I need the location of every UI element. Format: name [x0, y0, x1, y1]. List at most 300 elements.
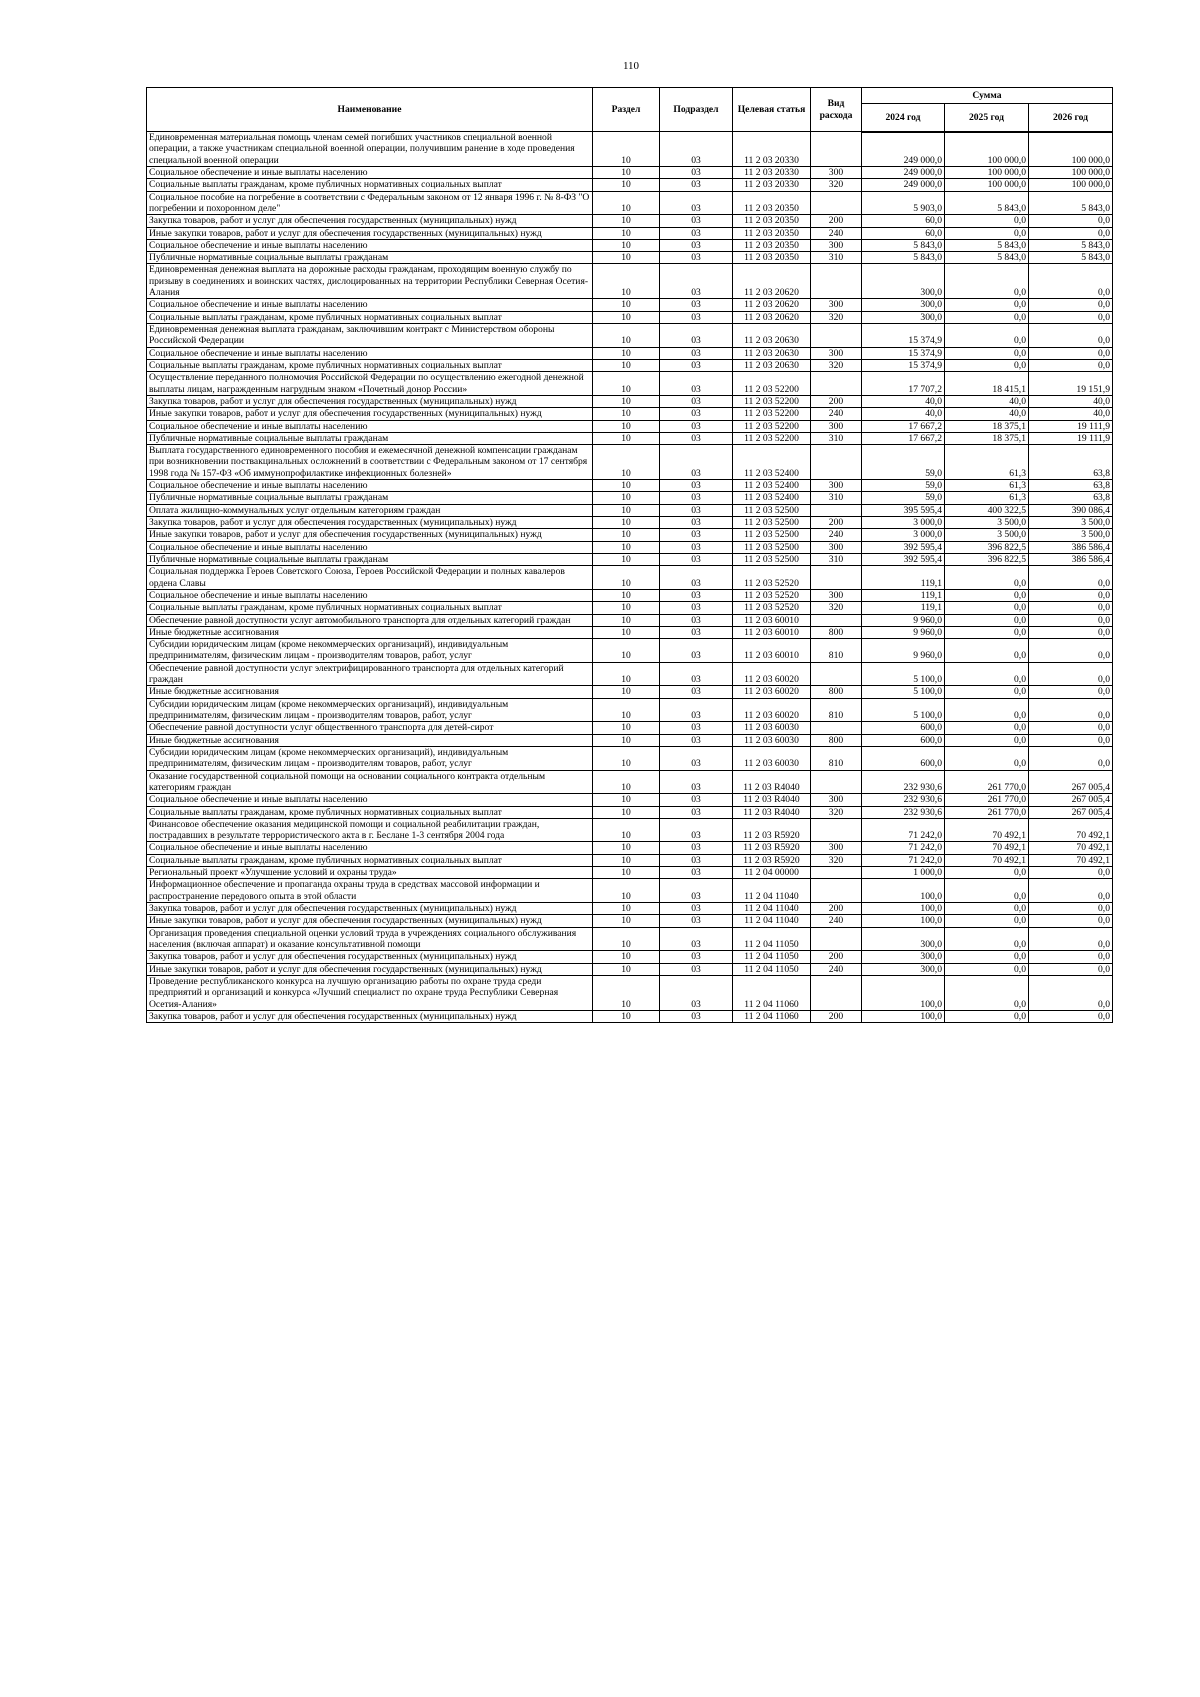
row-name: Социальное обеспечение и иные выплаты населению: [147, 589, 593, 601]
row-expense-type: 240: [811, 963, 862, 975]
row-target-article: 11 2 03 20630: [733, 347, 811, 359]
table-row: [147, 734, 1113, 746]
row-subsection: 03: [660, 299, 733, 311]
row-name: Иные бюджетные ассигнования: [147, 686, 593, 698]
row-amount-2025: 61,3: [945, 480, 1029, 492]
row-amount-2024: 300,0: [862, 264, 945, 299]
row-amount-2024: 71 242,0: [862, 854, 945, 866]
row-expense-type: [811, 372, 862, 396]
row-amount-2025: 0,0: [945, 975, 1029, 1010]
table-row: [147, 879, 1113, 903]
row-name: Оплата жилищно-коммунальных услуг отдельным категориям граждан: [147, 504, 593, 516]
row-amount-2025: 5 843,0: [945, 239, 1029, 251]
row-expense-type: 320: [811, 311, 862, 323]
row-expense-type: 810: [811, 746, 862, 770]
table-row: [147, 517, 1113, 529]
row-expense-type: [811, 264, 862, 299]
row-name: Социальное обеспечение и иные выплаты населению: [147, 239, 593, 251]
row-name: Социальное обеспечение и иные выплаты населению: [147, 166, 593, 178]
table-row: [147, 264, 1113, 299]
table-row: [147, 359, 1113, 371]
row-target-article: 11 2 03 R5920: [733, 854, 811, 866]
row-expense-type: [811, 504, 862, 516]
row-section: 10: [593, 854, 660, 866]
row-amount-2024: 392 595,4: [862, 541, 945, 553]
row-amount-2025: 61,3: [945, 445, 1029, 480]
row-expense-type: [811, 614, 862, 626]
header-target-article: Целевая статья: [733, 88, 811, 132]
row-subsection: 03: [660, 445, 733, 480]
row-amount-2026: 0,0: [1029, 299, 1113, 311]
row-name: Осуществление переданного полномочия Российской Федерации по осуществлению ежегодной денежной выплаты лицам, награжденным нагрудным знаком «Почетный донор России»: [147, 372, 593, 396]
row-target-article: 11 2 03 60010: [733, 639, 811, 663]
row-amount-2025: 0,0: [945, 662, 1029, 686]
row-subsection: 03: [660, 324, 733, 348]
row-target-article: 11 2 03 52400: [733, 445, 811, 480]
row-amount-2026: 0,0: [1029, 602, 1113, 614]
row-amount-2024: 60,0: [862, 227, 945, 239]
table-body: [147, 132, 1113, 1023]
row-section: 10: [593, 867, 660, 879]
row-subsection: 03: [660, 252, 733, 264]
row-expense-type: [811, 191, 862, 215]
row-target-article: 11 2 03 52400: [733, 492, 811, 504]
row-section: 10: [593, 311, 660, 323]
row-section: 10: [593, 420, 660, 432]
row-amount-2026: 386 586,4: [1029, 541, 1113, 553]
row-section: 10: [593, 842, 660, 854]
row-amount-2025: 40,0: [945, 395, 1029, 407]
row-name: Единовременная денежная выплата на дорожные расходы гражданам, проходящим военную службу по призыву в соединениях и воинских частях, дислоцированных на территории Республики Северная Осетия-Алания: [147, 264, 593, 299]
row-name: Социальное обеспечение и иные выплаты населению: [147, 347, 593, 359]
row-amount-2026: 0,0: [1029, 347, 1113, 359]
row-section: 10: [593, 927, 660, 951]
row-expense-type: 800: [811, 686, 862, 698]
row-subsection: 03: [660, 492, 733, 504]
row-subsection: 03: [660, 626, 733, 638]
row-amount-2024: 40,0: [862, 408, 945, 420]
row-amount-2025: 18 375,1: [945, 432, 1029, 444]
row-section: 10: [593, 529, 660, 541]
row-amount-2025: 0,0: [945, 359, 1029, 371]
row-name: Иные бюджетные ассигнования: [147, 626, 593, 638]
row-target-article: 11 2 04 11050: [733, 927, 811, 951]
table-row: [147, 480, 1113, 492]
row-amount-2025: 70 492,1: [945, 818, 1029, 842]
row-expense-type: 200: [811, 903, 862, 915]
row-amount-2025: 0,0: [945, 566, 1029, 590]
row-name: Закупка товаров, работ и услуг для обеспечения государственных (муниципальных) нужд: [147, 951, 593, 963]
row-section: 10: [593, 975, 660, 1010]
row-amount-2026: 19 111,9: [1029, 420, 1113, 432]
row-section: 10: [593, 480, 660, 492]
row-amount-2026: 0,0: [1029, 722, 1113, 734]
row-subsection: 03: [660, 927, 733, 951]
row-amount-2024: 9 960,0: [862, 614, 945, 626]
table-row: [147, 492, 1113, 504]
row-amount-2024: 100,0: [862, 915, 945, 927]
row-subsection: 03: [660, 311, 733, 323]
row-section: 10: [593, 951, 660, 963]
row-section: 10: [593, 191, 660, 215]
row-target-article: 11 2 04 11040: [733, 879, 811, 903]
row-name: Иные закупки товаров, работ и услуг для обеспечения государственных (муниципальных) нужд: [147, 227, 593, 239]
row-amount-2024: 300,0: [862, 311, 945, 323]
row-expense-type: [811, 975, 862, 1010]
row-amount-2025: 0,0: [945, 746, 1029, 770]
row-amount-2024: 600,0: [862, 722, 945, 734]
row-subsection: 03: [660, 806, 733, 818]
table-row: [147, 602, 1113, 614]
row-amount-2024: 300,0: [862, 299, 945, 311]
row-amount-2024: 71 242,0: [862, 818, 945, 842]
row-section: 10: [593, 806, 660, 818]
row-target-article: 11 2 04 11060: [733, 1010, 811, 1022]
row-amount-2026: 0,0: [1029, 927, 1113, 951]
row-target-article: 11 2 03 20620: [733, 299, 811, 311]
row-expense-type: [811, 722, 862, 734]
row-expense-type: 200: [811, 1010, 862, 1022]
row-name: Финансовое обеспечение оказания медицинской помощи и социальной реабилитации граждан, пострадавших в результате террористического акта в г. Беслане 1-3 сентября 2004 года: [147, 818, 593, 842]
row-amount-2025: 261 770,0: [945, 770, 1029, 794]
row-expense-type: 810: [811, 639, 862, 663]
row-amount-2024: 3 000,0: [862, 529, 945, 541]
table-row: [147, 639, 1113, 663]
row-amount-2026: 5 843,0: [1029, 191, 1113, 215]
row-amount-2026: 0,0: [1029, 915, 1113, 927]
row-amount-2024: 600,0: [862, 746, 945, 770]
row-amount-2025: 0,0: [945, 686, 1029, 698]
table-row: [147, 215, 1113, 227]
row-target-article: 11 2 03 20330: [733, 179, 811, 191]
row-subsection: 03: [660, 347, 733, 359]
header-subsection: Подраздел: [660, 88, 733, 132]
row-target-article: 11 2 03 52500: [733, 529, 811, 541]
row-amount-2026: 0,0: [1029, 264, 1113, 299]
row-name: Социальное обеспечение и иные выплаты населению: [147, 299, 593, 311]
row-amount-2024: 300,0: [862, 963, 945, 975]
row-name: Закупка товаров, работ и услуг для обеспечения государственных (муниципальных) нужд: [147, 1010, 593, 1022]
table-row: [147, 867, 1113, 879]
row-target-article: 11 2 03 52520: [733, 566, 811, 590]
row-target-article: 11 2 03 20350: [733, 215, 811, 227]
row-subsection: 03: [660, 359, 733, 371]
row-section: 10: [593, 818, 660, 842]
row-amount-2025: 0,0: [945, 698, 1029, 722]
row-amount-2025: 0,0: [945, 722, 1029, 734]
table-row: [147, 770, 1113, 794]
row-section: 10: [593, 915, 660, 927]
row-expense-type: [811, 445, 862, 480]
row-section: 10: [593, 372, 660, 396]
row-name: Иные бюджетные ассигнования: [147, 734, 593, 746]
header-section: Раздел: [593, 88, 660, 132]
row-amount-2025: 0,0: [945, 903, 1029, 915]
row-target-article: 11 2 03 20350: [733, 239, 811, 251]
row-target-article: 11 2 03 20620: [733, 264, 811, 299]
row-amount-2026: 70 492,1: [1029, 818, 1113, 842]
row-target-article: 11 2 03 20350: [733, 191, 811, 215]
row-section: 10: [593, 132, 660, 167]
row-name: Закупка товаров, работ и услуг для обеспечения государственных (муниципальных) нужд: [147, 903, 593, 915]
row-expense-type: [811, 867, 862, 879]
row-subsection: 03: [660, 602, 733, 614]
row-name: Субсидии юридическим лицам (кроме некоммерческих организаций), индивидуальным предпринимателям, физическим лицам - производителям товаров, работ, услуг: [147, 746, 593, 770]
row-subsection: 03: [660, 734, 733, 746]
row-target-article: 11 2 03 R5920: [733, 818, 811, 842]
row-amount-2026: 0,0: [1029, 734, 1113, 746]
table-row: [147, 975, 1113, 1010]
row-subsection: 03: [660, 179, 733, 191]
row-name: Социальные выплаты гражданам, кроме публичных нормативных социальных выплат: [147, 311, 593, 323]
row-expense-type: 320: [811, 179, 862, 191]
row-target-article: 11 2 03 60030: [733, 722, 811, 734]
header-sum: Сумма: [862, 88, 1113, 104]
row-amount-2026: 63,8: [1029, 445, 1113, 480]
row-amount-2025: 5 843,0: [945, 252, 1029, 264]
row-amount-2024: 59,0: [862, 480, 945, 492]
row-target-article: 11 2 03 60020: [733, 662, 811, 686]
row-subsection: 03: [660, 395, 733, 407]
table-row: [147, 408, 1113, 420]
row-section: 10: [593, 770, 660, 794]
table-row: [147, 252, 1113, 264]
row-target-article: 11 2 03 20350: [733, 252, 811, 264]
row-section: 10: [593, 662, 660, 686]
row-name: Организация проведения специальной оценки условий труда в учреждениях социального обслуживания населения (включая аппарат) и оказание консультативной помощи: [147, 927, 593, 951]
row-subsection: 03: [660, 639, 733, 663]
row-amount-2024: 300,0: [862, 927, 945, 951]
row-amount-2025: 0,0: [945, 324, 1029, 348]
table-row: [147, 842, 1113, 854]
table-row: [147, 529, 1113, 541]
row-name: Социальное обеспечение и иные выплаты населению: [147, 541, 593, 553]
row-target-article: 11 2 03 20620: [733, 311, 811, 323]
row-amount-2024: 9 960,0: [862, 626, 945, 638]
row-section: 10: [593, 963, 660, 975]
row-name: Единовременная денежная выплата гражданам, заключившим контракт с Министерством обороны Российской Федерации: [147, 324, 593, 348]
row-section: 10: [593, 445, 660, 480]
row-amount-2024: 17 667,2: [862, 420, 945, 432]
row-name: Обеспечение равной доступности услуг общественного транспорта для детей-сирот: [147, 722, 593, 734]
row-expense-type: 300: [811, 541, 862, 553]
row-amount-2026: 0,0: [1029, 746, 1113, 770]
row-amount-2026: 40,0: [1029, 408, 1113, 420]
row-name: Субсидии юридическим лицам (кроме некоммерческих организаций), индивидуальным предпринимателям, физическим лицам - производителям товаров, работ, услуг: [147, 698, 593, 722]
header-expense-type: Вид расхода: [811, 88, 862, 132]
row-amount-2025: 400 322,5: [945, 504, 1029, 516]
row-subsection: 03: [660, 686, 733, 698]
row-amount-2024: 59,0: [862, 492, 945, 504]
row-amount-2024: 249 000,0: [862, 132, 945, 167]
row-expense-type: 300: [811, 347, 862, 359]
row-section: 10: [593, 639, 660, 663]
row-expense-type: 200: [811, 517, 862, 529]
row-name: Иные закупки товаров, работ и услуг для обеспечения государственных (муниципальных) нужд: [147, 408, 593, 420]
row-amount-2026: 0,0: [1029, 879, 1113, 903]
row-amount-2026: 0,0: [1029, 951, 1113, 963]
row-amount-2024: 71 242,0: [862, 842, 945, 854]
row-subsection: 03: [660, 264, 733, 299]
row-amount-2024: 5 100,0: [862, 662, 945, 686]
row-subsection: 03: [660, 963, 733, 975]
row-target-article: 11 2 04 11050: [733, 951, 811, 963]
row-section: 10: [593, 324, 660, 348]
row-section: 10: [593, 686, 660, 698]
row-amount-2026: 267 005,4: [1029, 806, 1113, 818]
row-expense-type: 300: [811, 299, 862, 311]
row-amount-2026: 63,8: [1029, 480, 1113, 492]
row-subsection: 03: [660, 698, 733, 722]
row-expense-type: 200: [811, 395, 862, 407]
row-name: Публичные нормативные социальные выплаты гражданам: [147, 432, 593, 444]
row-amount-2026: 40,0: [1029, 395, 1113, 407]
table-row: [147, 395, 1113, 407]
row-expense-type: [811, 879, 862, 903]
row-subsection: 03: [660, 589, 733, 601]
row-expense-type: 240: [811, 529, 862, 541]
row-section: 10: [593, 492, 660, 504]
row-expense-type: [811, 770, 862, 794]
row-section: 10: [593, 722, 660, 734]
table-row: [147, 432, 1113, 444]
row-name: Оказание государственной социальной помощи на основании социального контракта отдельным категориям граждан: [147, 770, 593, 794]
row-target-article: 11 2 03 R4040: [733, 770, 811, 794]
row-amount-2024: 100,0: [862, 879, 945, 903]
table-row: [147, 854, 1113, 866]
row-amount-2024: 249 000,0: [862, 166, 945, 178]
row-expense-type: [811, 132, 862, 167]
row-amount-2025: 18 415,1: [945, 372, 1029, 396]
row-name: Социальное обеспечение и иные выплаты населению: [147, 480, 593, 492]
row-amount-2024: 600,0: [862, 734, 945, 746]
row-target-article: 11 2 03 20330: [733, 166, 811, 178]
row-amount-2024: 17 667,2: [862, 432, 945, 444]
row-amount-2024: 17 707,2: [862, 372, 945, 396]
table-row: [147, 132, 1113, 167]
row-name: Информационное обеспечение и пропаганда охраны труда в средствах массовой информации и распространение передового опыта в этой области: [147, 879, 593, 903]
row-subsection: 03: [660, 818, 733, 842]
row-amount-2025: 0,0: [945, 602, 1029, 614]
row-section: 10: [593, 541, 660, 553]
row-target-article: 11 2 03 52500: [733, 504, 811, 516]
row-expense-type: [811, 818, 862, 842]
table-row: [147, 951, 1113, 963]
row-target-article: 11 2 04 11040: [733, 915, 811, 927]
row-amount-2024: 15 374,9: [862, 359, 945, 371]
row-amount-2024: 9 960,0: [862, 639, 945, 663]
row-expense-type: 300: [811, 480, 862, 492]
row-target-article: 11 2 03 60010: [733, 626, 811, 638]
row-target-article: 11 2 03 52400: [733, 480, 811, 492]
row-amount-2026: 0,0: [1029, 359, 1113, 371]
row-subsection: 03: [660, 529, 733, 541]
row-name: Иные закупки товаров, работ и услуг для обеспечения государственных (муниципальных) нужд: [147, 915, 593, 927]
row-expense-type: 200: [811, 951, 862, 963]
table-row: [147, 589, 1113, 601]
row-subsection: 03: [660, 614, 733, 626]
row-section: 10: [593, 239, 660, 251]
row-name: Социальные выплаты гражданам, кроме публичных нормативных социальных выплат: [147, 854, 593, 866]
row-section: 10: [593, 553, 660, 565]
row-amount-2024: 40,0: [862, 395, 945, 407]
row-expense-type: 800: [811, 734, 862, 746]
budget-table: [146, 87, 1113, 1023]
row-target-article: 11 2 03 52200: [733, 420, 811, 432]
row-section: 10: [593, 166, 660, 178]
row-subsection: 03: [660, 517, 733, 529]
row-amount-2025: 5 843,0: [945, 191, 1029, 215]
row-amount-2025: 0,0: [945, 299, 1029, 311]
row-target-article: 11 2 03 R4040: [733, 806, 811, 818]
row-expense-type: 320: [811, 854, 862, 866]
row-expense-type: [811, 324, 862, 348]
row-expense-type: 320: [811, 806, 862, 818]
row-amount-2026: 0,0: [1029, 589, 1113, 601]
row-amount-2026: 0,0: [1029, 227, 1113, 239]
header-name: Наименование: [147, 88, 593, 132]
table-row: [147, 553, 1113, 565]
row-expense-type: 300: [811, 794, 862, 806]
table-row: [147, 963, 1113, 975]
table-row: [147, 324, 1113, 348]
row-subsection: 03: [660, 951, 733, 963]
row-name: Региональный проект «Улучшение условий и охраны труда»: [147, 867, 593, 879]
row-subsection: 03: [660, 420, 733, 432]
row-amount-2026: 0,0: [1029, 662, 1113, 686]
row-amount-2024: 119,1: [862, 566, 945, 590]
row-target-article: 11 2 03 60030: [733, 734, 811, 746]
row-amount-2026: 267 005,4: [1029, 770, 1113, 794]
row-amount-2024: 249 000,0: [862, 179, 945, 191]
row-expense-type: 310: [811, 432, 862, 444]
row-amount-2025: 61,3: [945, 492, 1029, 504]
table-row: [147, 1010, 1113, 1022]
row-name: Обеспечение равной доступности услуг автомобильного транспорта для отдельных категорий граждан: [147, 614, 593, 626]
row-expense-type: [811, 566, 862, 590]
row-section: 10: [593, 215, 660, 227]
table-row: [147, 662, 1113, 686]
row-amount-2025: 0,0: [945, 867, 1029, 879]
row-name: Социальное обеспечение и иные выплаты населению: [147, 842, 593, 854]
row-amount-2026: 5 843,0: [1029, 239, 1113, 251]
row-subsection: 03: [660, 794, 733, 806]
row-section: 10: [593, 347, 660, 359]
row-subsection: 03: [660, 541, 733, 553]
row-amount-2025: 0,0: [945, 227, 1029, 239]
table-row: [147, 806, 1113, 818]
row-name: Обеспечение равной доступности услуг электрифицированного транспорта для отдельных категорий граждан: [147, 662, 593, 686]
row-amount-2024: 100,0: [862, 1010, 945, 1022]
row-amount-2025: 0,0: [945, 879, 1029, 903]
row-target-article: 11 2 03 52200: [733, 372, 811, 396]
row-subsection: 03: [660, 372, 733, 396]
row-subsection: 03: [660, 867, 733, 879]
row-amount-2026: 0,0: [1029, 963, 1113, 975]
table-row: [147, 626, 1113, 638]
row-name: Иные закупки товаров, работ и услуг для обеспечения государственных (муниципальных) нужд: [147, 529, 593, 541]
row-amount-2024: 395 595,4: [862, 504, 945, 516]
row-amount-2025: 0,0: [945, 264, 1029, 299]
row-amount-2024: 1 000,0: [862, 867, 945, 879]
row-amount-2025: 0,0: [945, 951, 1029, 963]
table-row: [147, 794, 1113, 806]
row-section: 10: [593, 698, 660, 722]
row-expense-type: 300: [811, 166, 862, 178]
row-name: Публичные нормативные социальные выплаты гражданам: [147, 553, 593, 565]
table-row: [147, 166, 1113, 178]
row-target-article: 11 2 04 00000: [733, 867, 811, 879]
